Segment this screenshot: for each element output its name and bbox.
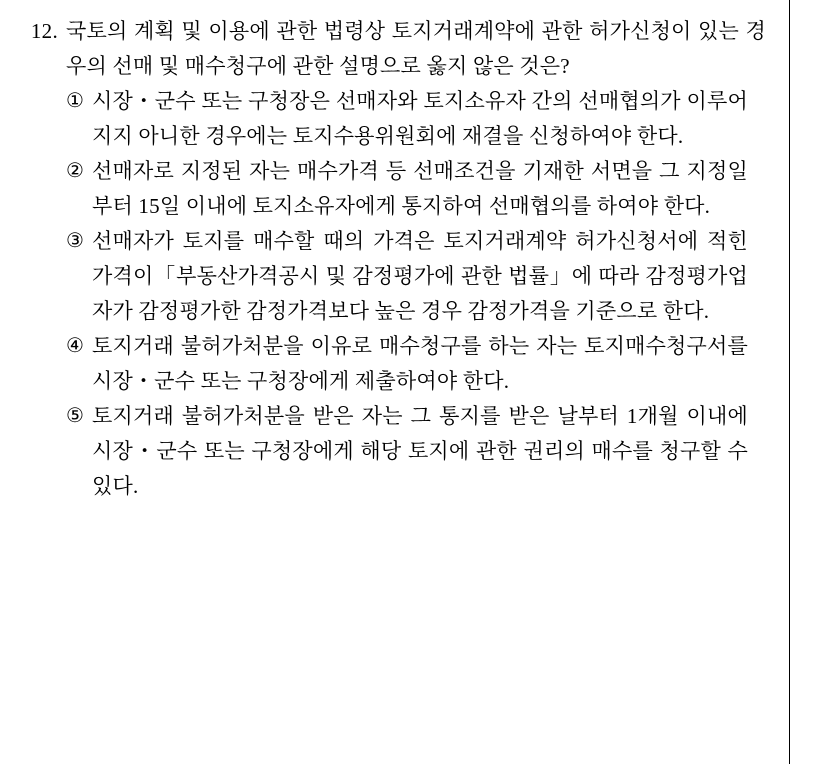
question-heading bbox=[18, 14, 766, 84]
choice-marker-4: ④ bbox=[66, 335, 84, 357]
choice-option-3[interactable] bbox=[66, 224, 766, 329]
question-block bbox=[0, 14, 826, 504]
choice-text-2: 선매자로 지정된 자는 매수가격 등 선매조건을 기재한 서면을 그 지정일부터 15일 이내에 토지소유자에게 통지하여 선매협의를 하여야 한다. bbox=[92, 159, 748, 218]
choice-text-1: 시장・군수 또는 구청장은 선매자와 토지소유자 간의 선매협의가 이루어지지 아니한 경우에는 토지수용위원회에 재결을 신청하여야 한다. bbox=[92, 89, 748, 148]
choice-marker-2: ② bbox=[66, 160, 84, 182]
choice-marker-1: ① bbox=[66, 90, 84, 112]
choice-marker-3: ③ bbox=[66, 230, 84, 252]
choice-text-3: 선매자가 토지를 매수할 때의 가격은 토지거래계약 허가신청서에 적힌 가격이「부동산가격공시 및 감정평가에 관한 법률」에 따라 감정평가업자가 감정평가한 감정가격보다 높은 경우 감정가격을 기준으로 한다. bbox=[92, 229, 748, 323]
choice-option-4[interactable] bbox=[66, 329, 766, 399]
question-number: 12. bbox=[30, 19, 58, 43]
choice-text-4: 토지거래 불허가처분을 이유로 매수청구를 하는 자는 토지매수청구서를 시장・군수 또는 구청장에게 제출하여야 한다. bbox=[92, 334, 748, 393]
choice-text-5: 토지거래 불허가처분을 받은 자는 그 통지를 받은 날부터 1개월 이내에 시장・군수 또는 구청장에게 해당 토지에 관한 권리의 매수를 청구할 수 있다. bbox=[92, 404, 748, 498]
choice-option-5[interactable] bbox=[66, 399, 766, 504]
choice-list bbox=[18, 84, 766, 504]
choice-marker-5: ⑤ bbox=[66, 405, 84, 427]
choice-option-1[interactable] bbox=[66, 84, 766, 154]
question-stem: 국토의 계획 및 이용에 관한 법령상 토지거래계약에 관한 허가신청이 있는 경우의 선매 및 매수청구에 관한 설명으로 옳지 않은 것은? bbox=[66, 19, 766, 78]
choice-option-2[interactable] bbox=[66, 154, 766, 224]
